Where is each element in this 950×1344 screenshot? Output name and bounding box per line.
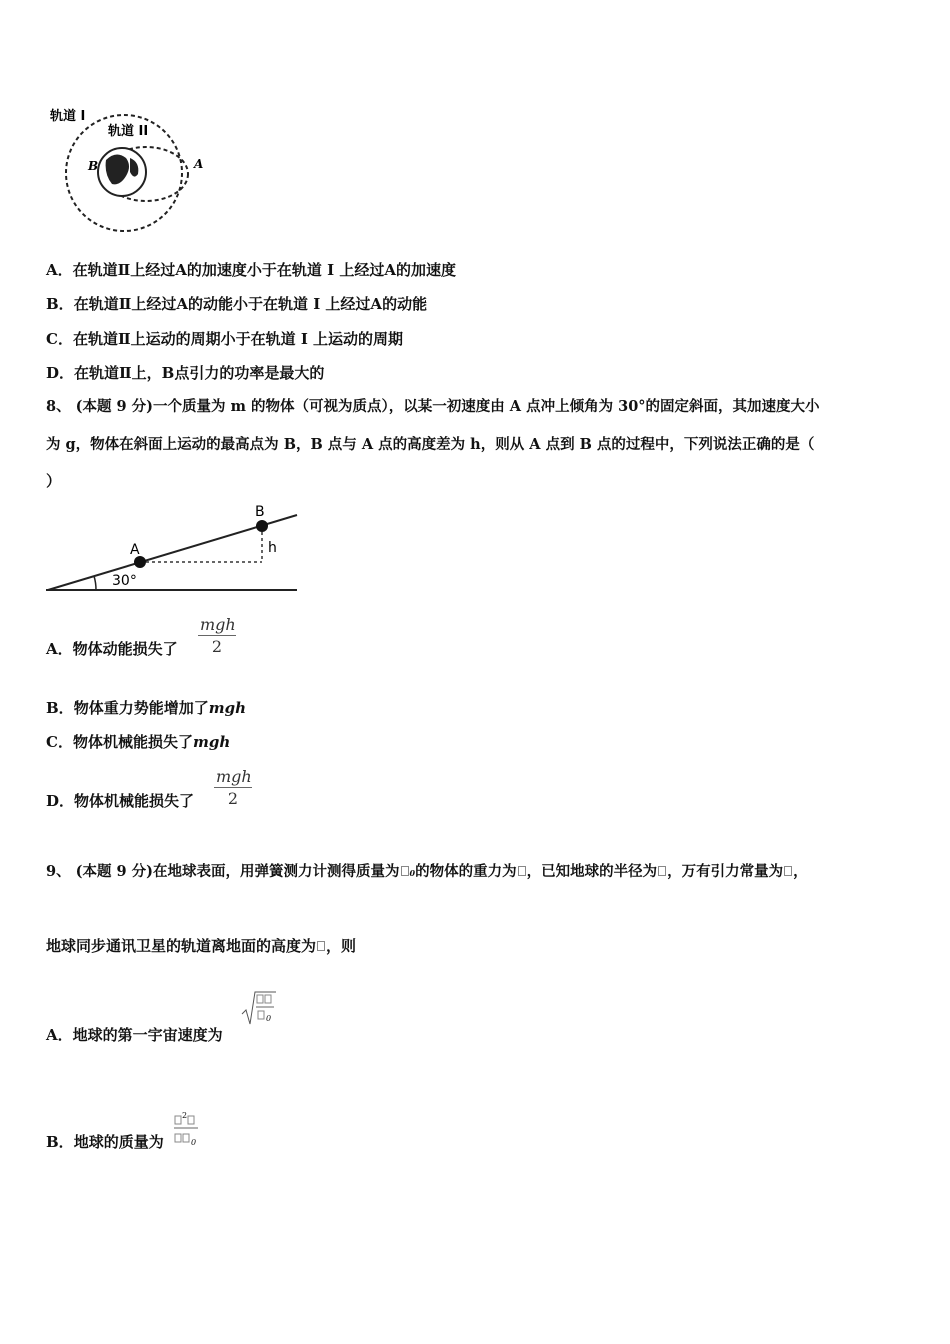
- placeholder-glyph: [658, 866, 666, 876]
- placeholder-glyph: [518, 866, 526, 876]
- q9-option-b: B．地球的质量为: [46, 1133, 164, 1151]
- placeholder-glyph: [317, 941, 325, 951]
- q8-option-a-fraction: mgh 2: [200, 615, 236, 656]
- incline-label-a: A: [130, 542, 140, 558]
- orbit-figure: [46, 100, 216, 260]
- incline-diagram: [44, 500, 304, 600]
- q8-stem-line2: 为 g，物体在斜面上运动的最高点为 B，B 点与 A 点的高度差为 h，则从 A 点到 B 点的过程中，下列说法正确的是（: [46, 436, 815, 453]
- sqrt-symbol: [240, 988, 280, 1028]
- q8-option-d: D．物体机械能损失了: [46, 792, 195, 810]
- q8-stem-line3: ）: [46, 472, 62, 490]
- q7-option-d: D．在轨道Ⅱ上，B点引力的功率是最大的: [46, 364, 325, 382]
- orbit-diagram: [46, 100, 216, 260]
- q9-option-a-sqrt-expression: 0: [240, 988, 280, 1028]
- q7-option-c: C．在轨道Ⅱ上运动的周期小于在轨道 I 上运动的周期: [46, 330, 404, 348]
- q8-option-c: C．物体机械能损失了mgh: [46, 733, 231, 751]
- q7-option-a: A．在轨道Ⅱ上经过A的加速度小于在轨道 I 上经过A的加速度: [46, 261, 457, 279]
- incline-label-b: B: [255, 504, 265, 520]
- angle-arc: [94, 576, 96, 590]
- orbit-one-label: 轨道 I: [50, 109, 86, 124]
- q9-option-a: A．地球的第一宇宙速度为: [46, 1026, 223, 1044]
- q9-option-b-fraction: 2 0: [172, 1110, 202, 1150]
- q9-stem-line1: 9、 (本题 9 分)在地球表面，用弹簧测力计测得质量为 0的物体的重力为 ，已知地球的半径为 ，万有引力常量为 ，: [46, 863, 808, 880]
- incline-label-angle: 30°: [112, 573, 137, 589]
- incline-figure: [44, 500, 304, 600]
- point-b-dot: [256, 520, 268, 532]
- q8-stem-line1: 8、 (本题 9 分)一个质量为 m 的物体（可视为质点），以某一初速度由 A 点冲上倾角为 30°的固定斜面，其加速度大小: [46, 398, 820, 415]
- placeholder-glyph: [401, 866, 409, 876]
- orbit-two-label: 轨道 II: [108, 124, 149, 139]
- q8-option-d-fraction: mgh 2: [216, 767, 252, 808]
- q7-option-b: B．在轨道Ⅱ上经过A的动能小于在轨道 I 上经过A的动能: [46, 295, 428, 313]
- incline-label-h: h: [268, 540, 277, 556]
- point-a-label: A: [194, 157, 204, 171]
- q9-stem-line2: 地球同步通讯卫星的轨道离地面的高度为 ，则: [46, 937, 357, 955]
- point-b-label: B: [88, 159, 99, 173]
- q8-option-b: B．物体重力势能增加了mgh: [46, 699, 246, 717]
- placeholder-glyph: [784, 866, 792, 876]
- q8-option-a: A．物体动能损失了: [46, 640, 178, 658]
